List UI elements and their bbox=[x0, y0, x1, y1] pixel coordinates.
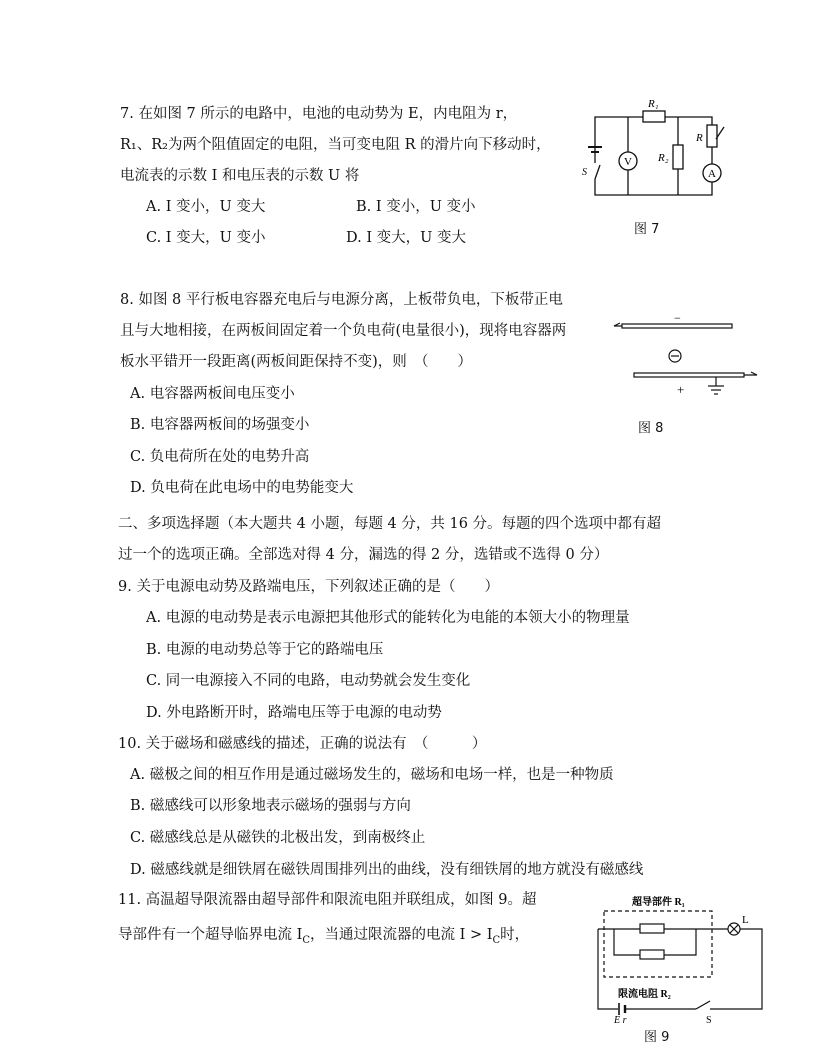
q10-option-c: C. 磁感线总是从磁铁的北极出发，到南极终止 bbox=[130, 830, 426, 846]
lamp-label: L bbox=[742, 914, 749, 926]
q7-line-2: R₁、R₂为两个阻值固定的电阻，当可变电阻 R 的滑片向下移动时， bbox=[120, 137, 551, 153]
r1-label: R₁ bbox=[648, 98, 659, 110]
r2-label: R₂ bbox=[658, 152, 669, 164]
section2-line-1: 二、多项选择题（本大题共 4 小题，每题 4 分，共 16 分。每题的四个选项中都有超 bbox=[118, 516, 662, 532]
q10-option-d: D. 磁感线就是细铁屑在磁铁周围排列出的曲线，没有细铁屑的地方就没有磁感线 bbox=[130, 862, 644, 878]
figure-7-circuit bbox=[580, 95, 730, 210]
q9-option-c: C. 同一电源接入不同的电路，电动势就会发生变化 bbox=[146, 673, 471, 689]
q10-option-a: A. 磁极之间的相互作用是通过磁场发生的，磁场和电场一样，也是一种物质 bbox=[130, 767, 614, 783]
q7-option-c: C. I 变大，U 变小 bbox=[146, 230, 266, 246]
q9-option-b: B. 电源的电动势总等于它的路端电压 bbox=[146, 642, 384, 658]
q11-line-1: 11. 高温超导限流器由超导部件和限流电阻并联组成，如图 9。超 bbox=[118, 892, 537, 908]
q7-option-d: D. I 变大，U 变大 bbox=[346, 230, 466, 246]
section2-line-2: 过一个的选项正确。全部选对得 4 分，漏选的得 2 分，选错或不选得 0 分） bbox=[118, 547, 609, 563]
ic-subscript-1: C bbox=[302, 934, 310, 946]
q10-option-b: B. 磁感线可以形象地表示磁场的强弱与方向 bbox=[130, 798, 411, 814]
q8-line-3: 板水平错开一段距离(两板间距保持不变)，则 （ ） bbox=[120, 354, 473, 370]
ammeter-label: A bbox=[708, 168, 716, 180]
q9-option-d: D. 外电路断开时，路端电压等于电源的电动势 bbox=[146, 705, 442, 721]
q8-line-2: 且与大地相接，在两板间固定着一个负电荷(电量很小)，现将电容器两 bbox=[120, 323, 567, 339]
figure-9-circuit bbox=[592, 893, 772, 1023]
r-label: R bbox=[696, 132, 703, 144]
q7-option-a: A. I 变小，U 变大 bbox=[146, 199, 266, 215]
q9-option-a: A. 电源的电动势是表示电源把其他形式的能转化为电能的本领大小的物理量 bbox=[146, 610, 630, 626]
q10-stem: 10. 关于磁场和磁感线的描述，正确的说法有 （ ） bbox=[118, 736, 487, 752]
q8-option-c: C. 负电荷所在处的电势升高 bbox=[130, 449, 310, 465]
q11-line-2-part-3: 时， bbox=[500, 927, 530, 943]
figure-7-caption: 图 7 bbox=[634, 222, 660, 237]
ic-subscript-2: C bbox=[492, 934, 501, 946]
q7-option-b: B. I 变小，U 变小 bbox=[356, 199, 476, 215]
figure-8-caption: 图 8 bbox=[638, 421, 664, 436]
superconductor-label: 超导部件 R₁ bbox=[632, 897, 685, 908]
switch-9-label: S bbox=[706, 1015, 712, 1023]
limit-resistor-label: 限流电阻 R₂ bbox=[618, 989, 671, 1000]
q9-stem: 9. 关于电源电动势及路端电压，下列叙述正确的是（ ） bbox=[118, 579, 499, 595]
switch-label: S bbox=[582, 167, 587, 178]
figure-9-caption: 图 9 bbox=[644, 1030, 670, 1045]
minus-label: − bbox=[674, 312, 681, 325]
q8-option-a: A. 电容器两板间电压变小 bbox=[130, 386, 295, 402]
q7-line-1: 7. 在如图 7 所示的电路中，电池的电动势为 E，内电阻为 r， bbox=[120, 106, 518, 122]
q11-line-2 bbox=[118, 925, 529, 951]
q11-line-2-part-2: ，当通过限流器的电流 I > I bbox=[310, 927, 493, 943]
source-label: E r bbox=[614, 1015, 627, 1023]
q8-line-1: 8. 如图 8 平行板电容器充电后与电源分离，上板带负电，下板带正电 bbox=[120, 292, 563, 308]
voltmeter-label: V bbox=[624, 156, 632, 168]
q11-line-2-part-1: 导部件有一个超导临界电流 I bbox=[118, 927, 303, 943]
q8-option-d: D. 负电荷在此电场中的电势能变大 bbox=[130, 480, 354, 496]
figure-8-capacitor bbox=[612, 312, 777, 402]
q8-option-b: B. 电容器两板间的场强变小 bbox=[130, 417, 310, 433]
q7-line-3: 电流表的示数 I 和电压表的示数 U 将 bbox=[120, 168, 360, 184]
plus-label: + bbox=[677, 382, 685, 397]
